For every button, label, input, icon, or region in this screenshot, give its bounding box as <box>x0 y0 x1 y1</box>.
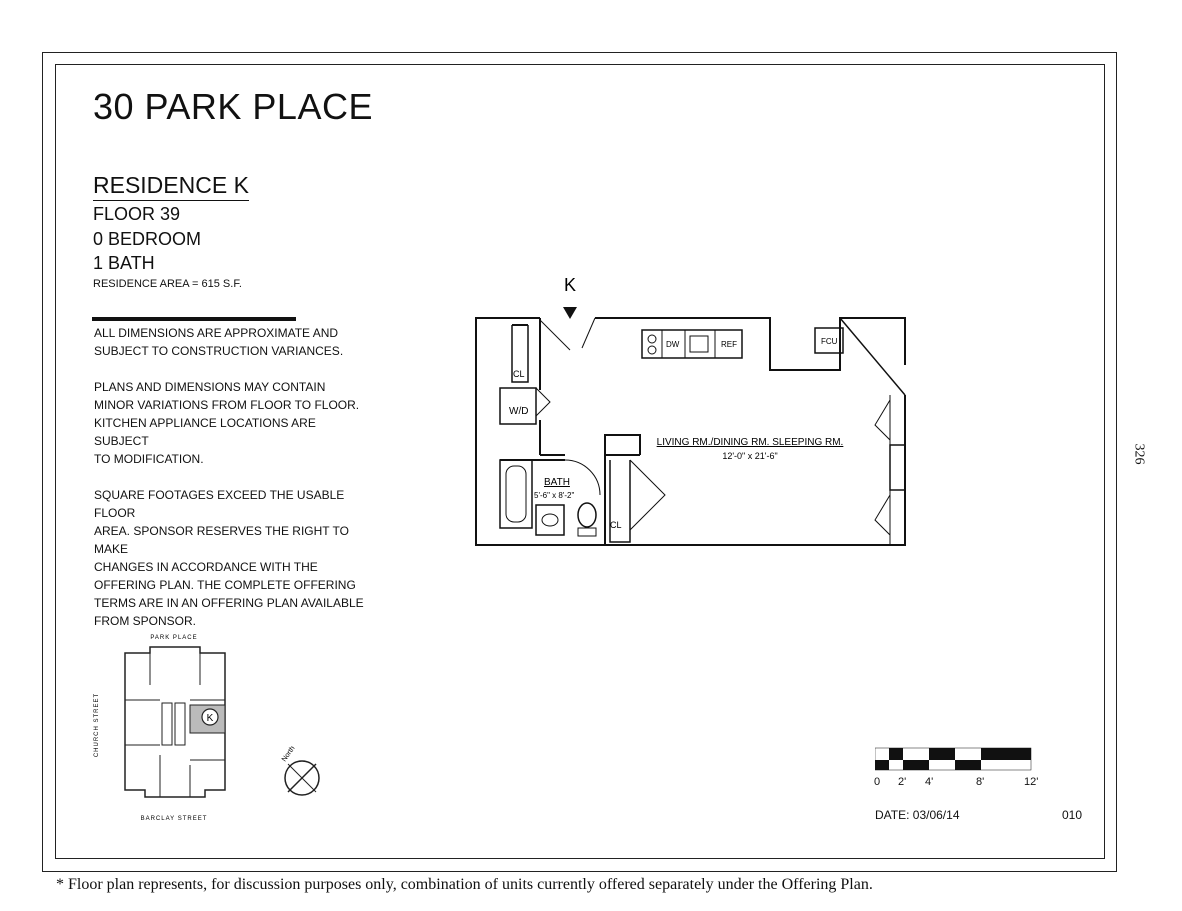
key-plan <box>80 625 335 830</box>
residence-area: RESIDENCE AREA = 615 S.F. <box>93 278 242 290</box>
page-number: 326 <box>1131 443 1147 465</box>
residence-floor: FLOOR 39 <box>93 204 181 224</box>
residence-bedrooms: 0 BEDROOM <box>93 229 202 249</box>
north-label: North <box>280 745 297 764</box>
plan-unit-marker: K <box>563 275 577 295</box>
scale-label-0: 0 <box>874 776 881 788</box>
footer-disclaimer: * Floor plan represents, for discussion purposes only, combination of units currently offered separately under the Offering Plan. <box>56 876 873 893</box>
scale-label-2: 2' <box>898 776 907 788</box>
section-rule <box>92 317 296 321</box>
sheet-code: 010 <box>1062 808 1083 822</box>
key-street-south: BARCLAY STREET <box>140 816 208 822</box>
note-dimensions: ALL DIMENSIONS ARE APPROXIMATE AND SUBJECT TO CONSTRUCTION VARIANCES. <box>94 326 344 358</box>
residence-name: RESIDENCE K <box>93 172 249 201</box>
bathtub <box>500 460 532 528</box>
note-square-footage: SQUARE FOOTAGES EXCEED THE USABLE FLOOR AREA. SPONSOR RESERVES THE RIGHT TO MAKE CHANGES IN ACCORDANCE WITH THE OFFERING PLAN. THE COMPLETE OFFERING TERMS ARE IN AN OFFERING PLAN AVAILABLE FROM SPONSOR. <box>94 488 364 628</box>
label-bath-dim: 5'-6" x 8'-2" <box>534 491 575 500</box>
scale-label-8: 8' <box>976 776 985 788</box>
vanity <box>536 505 564 535</box>
entry-arrow-icon <box>563 307 577 319</box>
note-variations: PLANS AND DIMENSIONS MAY CONTAIN MINOR VARIATIONS FROM FLOOR TO FLOOR. KITCHEN APPLIANCE LOCATIONS ARE SUBJECT TO MODIFICATION. <box>94 380 360 466</box>
toilet <box>578 503 596 527</box>
label-dw: DW <box>666 340 680 349</box>
label-fcu: FCU <box>821 337 838 346</box>
scale-label-4: 4' <box>925 776 934 788</box>
scale-label-12: 12' <box>1024 776 1039 788</box>
building-title: 30 PARK PLACE <box>93 86 373 127</box>
label-wd: W/D <box>509 406 529 417</box>
residence-baths: 1 BATH <box>93 253 155 273</box>
label-ref: REF <box>721 340 737 349</box>
key-street-west: CHURCH STREET <box>94 692 100 758</box>
plan-date: DATE: 03/06/14 <box>875 808 960 822</box>
label-living: LIVING RM./DINING RM. SLEEPING RM. <box>656 437 844 448</box>
disclaimer-notes <box>94 324 369 648</box>
label-bath: BATH <box>544 477 570 488</box>
label-living-dim: 12'-0" x 21'-6" <box>722 451 778 461</box>
floor-plan <box>470 270 915 555</box>
label-closet-top: CL <box>513 369 525 379</box>
key-unit-marker: K <box>206 713 214 724</box>
key-street-north: PARK PLACE <box>150 635 198 641</box>
scale-bar <box>875 746 1035 774</box>
label-closet-bottom: CL <box>610 520 622 530</box>
